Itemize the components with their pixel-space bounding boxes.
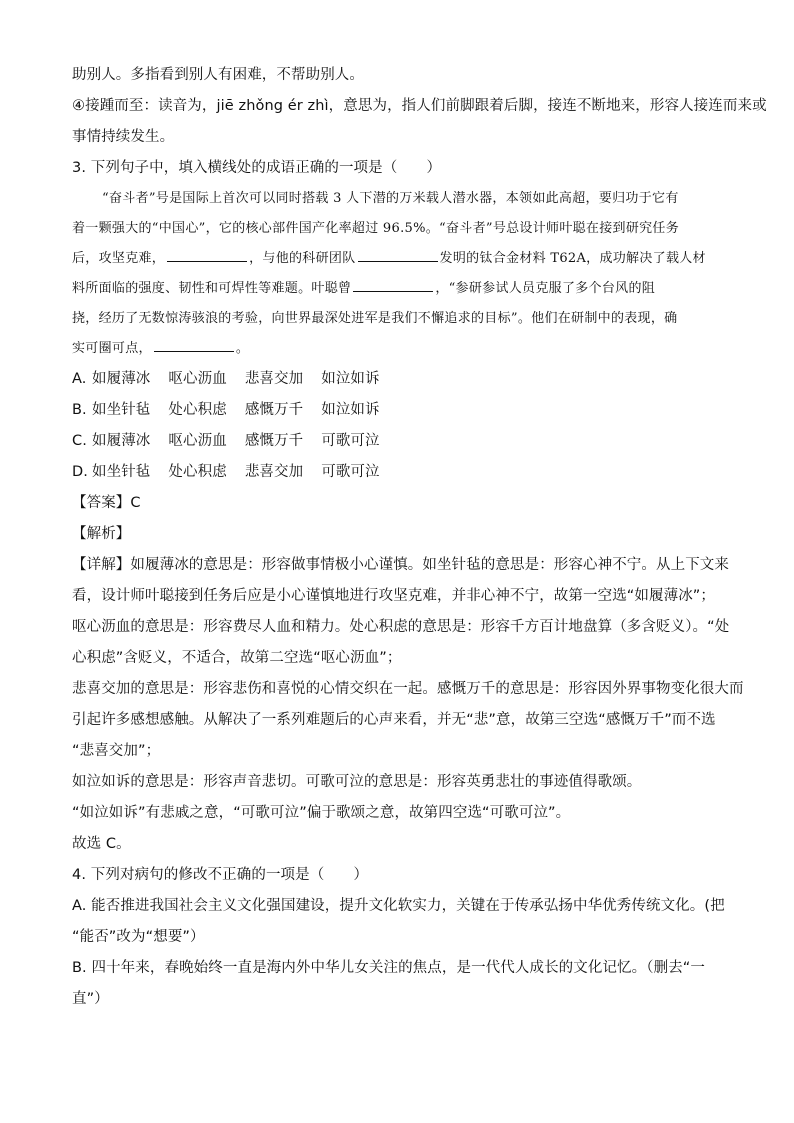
passage-text: ，与他的科研团队 [249, 251, 356, 266]
analysis-body [72, 550, 744, 860]
analysis-line: 如泣如诉的意思是：形容声音悲切。可歌可泣的意思是：形容英勇悲壮的事迹值得歌颂。 [72, 774, 642, 790]
intro-line-1: 助别人。多指看到别人有困难，不帮助别人。 [72, 67, 364, 83]
analysis-line: “如泣如诉”有悲戚之意，“可歌可泣”偏于歌颂之意，故第四空选“可歌可泣”。 [72, 805, 571, 821]
answer-tag: 【答案】 [72, 495, 131, 511]
passage-line-1: “奋斗者”号是国际上首次可以同时搭载 3 人下潜的万米载人潜水器，本领如此高超，要归功于它有 [102, 191, 679, 206]
intro-line-2: ④接踵而至：读音为，jiē zhǒng ér zhì，意思为，指人们前脚跟着后脚，接连不断地来，形容人接连而来或 [72, 98, 767, 114]
option-word: 可歌可泣 [321, 464, 380, 480]
option-c[interactable] [72, 426, 722, 457]
passage-line-5: 挠，经历了无数惊涛骇浪的考验，向世界最深处进军是我们不懈追求的目标”。他们在研制中的表现，确 [72, 311, 678, 326]
analysis-line: 看，设计师叶聪接到任务后应是小心谨慎地进行攻坚克难，并非心神不宁，故第一空选“如履薄冰”； [72, 588, 716, 604]
option-word: 如泣如诉 [321, 371, 380, 387]
option-word: 如坐针毡 [92, 402, 151, 418]
question-4-stem: 4. 下列对病句的修改不正确的一项是（ ） [72, 867, 369, 883]
answer-value: C [130, 495, 141, 511]
analysis-line: 悲喜交加的意思是：形容悲伤和喜悦的心情交织在一起。感慨万千的意思是：形容因外界事物变化很大而 [72, 681, 744, 697]
passage-line-3 [72, 244, 722, 274]
option-letter: A. [72, 371, 87, 387]
option-word: 如履薄冰 [92, 371, 151, 387]
question-4-option-b-line-1[interactable]: B. 四十年来，春晚始终一直是海内外中华儿女关注的焦点，是一代代人成长的文化记忆。（删去“一 [72, 960, 706, 976]
analysis-line: 故选 C。 [72, 836, 131, 852]
option-word: 悲喜交加 [244, 371, 304, 387]
option-letter: D. [72, 464, 88, 480]
analysis-line: 呕心沥血的意思是：形容费尽人血和精力。处心积虑的意思是：形容千方百计地盘算（多含贬义）。“处 [72, 619, 730, 635]
option-a[interactable] [72, 364, 722, 395]
option-word: 处心积虑 [168, 464, 227, 480]
analysis-tag: 【解析】 [72, 526, 131, 542]
question-4-option-b-line-2: 直”） [72, 991, 109, 1007]
passage-text: 实可圈可点， [72, 341, 152, 356]
option-word: 感慨万千 [244, 433, 304, 449]
fill-blank-3[interactable] [353, 277, 433, 292]
document-page [72, 60, 767, 1015]
option-b[interactable] [72, 395, 722, 426]
option-word: 如履薄冰 [92, 433, 151, 449]
question-4-option-a-line-1[interactable]: A. 能否推进我国社会主义文化强国建设，提升文化软实力，关键在于传承弘扬中华优秀传统文化。(把 [72, 898, 725, 914]
option-word: 如坐针毡 [92, 464, 151, 480]
option-d[interactable] [72, 457, 722, 488]
option-letter: B. [72, 402, 87, 418]
option-word: 呕心沥血 [168, 433, 227, 449]
option-word: 呕心沥血 [168, 371, 227, 387]
option-word: 感慨万千 [244, 402, 304, 418]
option-word: 可歌可泣 [321, 433, 380, 449]
question-3-stem: 3. 下列句子中，填入横线处的成语正确的一项是（ ） [72, 160, 442, 176]
passage-line-6 [72, 334, 722, 364]
analysis-line: “悲喜交加”； [72, 743, 161, 759]
passage-text: 。 [235, 341, 250, 356]
question-4-option-a-line-2: “能否”改为“想要”） [72, 929, 205, 945]
fill-blank-1[interactable] [167, 247, 247, 262]
option-word: 处心积虑 [168, 402, 227, 418]
analysis-line: 引起许多感想感触。从解决了一系列难题后的心声来看，并无“悲”意，故第三空选“感慨万千”而不选 [72, 712, 716, 728]
intro-line-3: 事情持续发生。 [72, 129, 175, 145]
answer-line [72, 488, 722, 519]
option-word: 如泣如诉 [321, 402, 380, 418]
analysis-line: 心积虑”含贬义，不适合，故第二空选“呕心沥血”； [72, 650, 402, 666]
fill-blank-2[interactable] [358, 247, 438, 262]
analysis-line: 【详解】如履薄冰的意思是：形容做事情极小心谨慎。如坐针毡的意思是：形容心神不宁。从上下文来 [72, 557, 729, 573]
option-word: 悲喜交加 [244, 464, 304, 480]
passage-line-2: 着一颗强大的“中国心”，它的核心部件国产化率超过 96.5%。“奋斗者”号总设计师叶聪在接到研究任务 [72, 221, 680, 236]
fill-blank-4[interactable] [154, 337, 234, 352]
passage-line-4 [72, 274, 722, 304]
passage-text: ，“参研参试人员克服了多个台风的阻 [435, 281, 656, 296]
passage-text: 后，攻坚克难， [72, 251, 166, 266]
passage-text: 发明的钛合金材料 T62A，成功解决了载人材 [439, 251, 706, 266]
option-letter: C. [72, 433, 87, 449]
question-3-passage [72, 184, 722, 364]
passage-text: 料所面临的强度、韧性和可焊性等难题。叶聪曾 [72, 281, 352, 296]
